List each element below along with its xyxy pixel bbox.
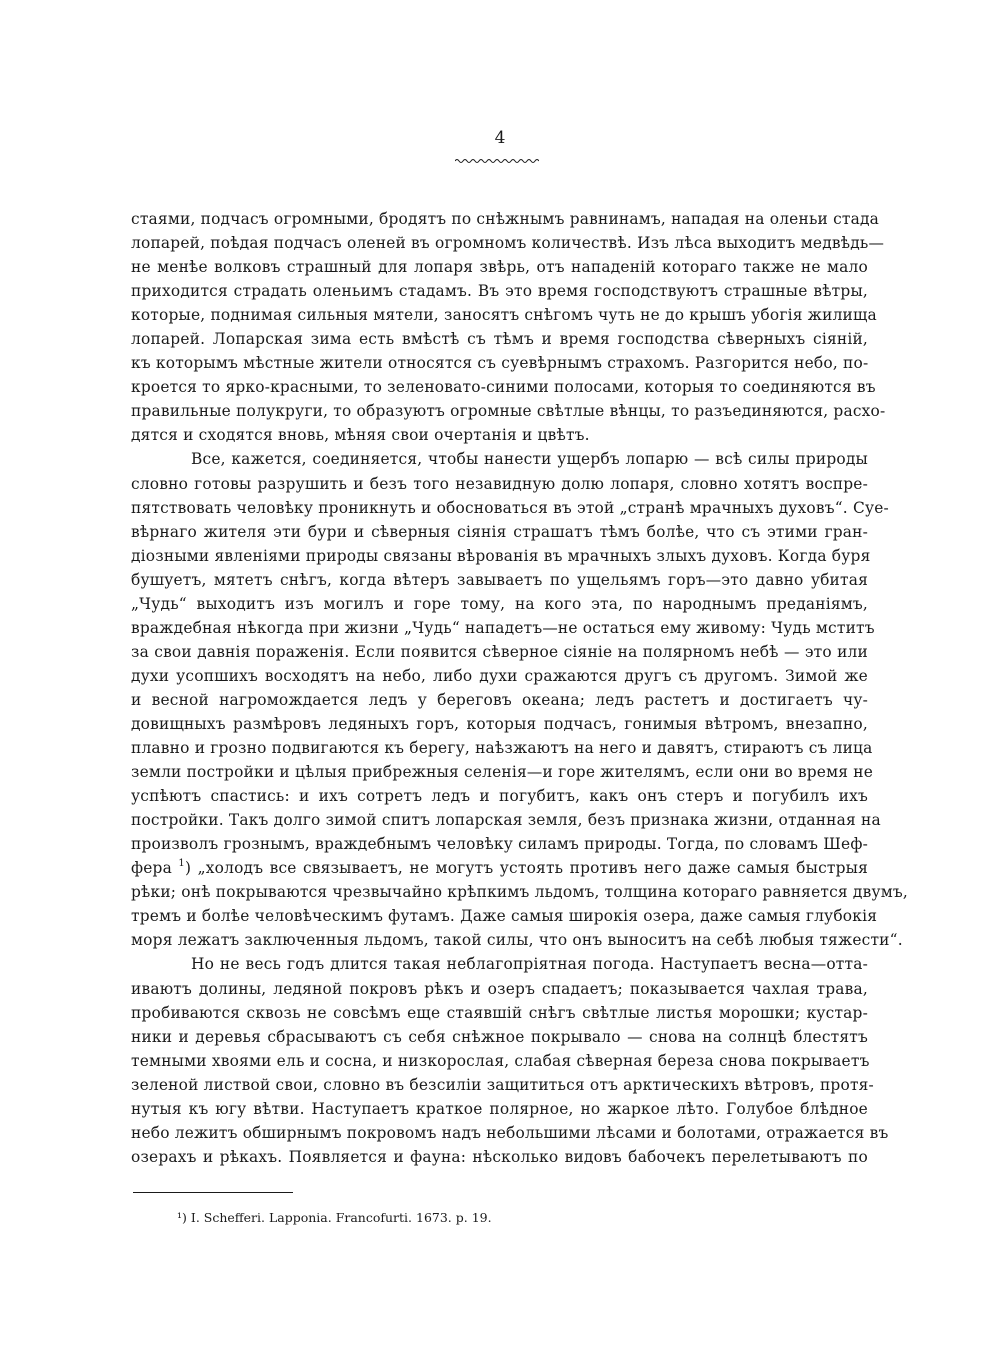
text-line: за свои давнія пораженія. Если появится сѣверное сіяніе на полярномъ небѣ — это или xyxy=(131,642,868,661)
footnote-reference-close: ) xyxy=(184,859,192,878)
text-line: къ которымъ мѣстные жители относятся съ суевѣрнымъ страхомъ. Разгорится небо, по- xyxy=(131,354,869,373)
footnote-text: I. Schefferi. Lapponia. Francofurti. 1673. p. 19. xyxy=(190,1210,492,1225)
text-line: постройки. Такъ долго зимой спитъ лопарская земля, безъ признака жизни, отданная на xyxy=(131,811,881,830)
text-line: вѣрнаго жителя эти бури и сѣверныя сіянія страшатъ тѣмъ болѣе, что съ этими гран- xyxy=(131,522,868,541)
footnote-marker: ¹) xyxy=(177,1210,187,1225)
footnote-line-prefix: фера xyxy=(131,859,172,878)
text-line: довищныхъ размѣровъ ледяныхъ горъ, которыя подчасъ, гонимыя вѣтромъ, внезапно, xyxy=(131,714,868,733)
text-line: не менѣе волковъ страшный для лопаря звѣрь, отъ нападеній котораго также не мало xyxy=(131,258,868,277)
text-line: моря лежатъ заключенныя льдомъ, такой силы, что онъ выноситъ на себѣ любыя тяжести“. xyxy=(131,931,903,950)
text-line: дятся и сходятся вновь, мѣняя свои очертанія и цвѣтъ. xyxy=(131,426,590,445)
text-line: зеленой листвой свои, словно въ безсиліи защититься отъ арктическихъ вѣтровъ, протя- xyxy=(131,1075,874,1094)
text-line: нутыя къ югу вѣтви. Наступаетъ краткое полярное, но жаркое лѣто. Голубое блѣдное xyxy=(131,1099,868,1118)
text-line: небо лежитъ обширнымъ покровомъ надъ небольшими лѣсами и болотами, отражается въ xyxy=(131,1123,889,1142)
text-line: которые, поднимая сильныя мятели, заносятъ снѣгомъ чуть не до крышъ убогія жилища xyxy=(131,306,877,325)
ornament-divider xyxy=(455,157,539,165)
text-line: діозными явленіями природы связаны вѣрованія въ мрачныхъ злыхъ духовъ. Когда буря xyxy=(131,546,871,565)
text-line: иваютъ долины, ледяной покровъ рѣкъ и озеръ спадаетъ; показывается чахлая трава, xyxy=(131,979,868,998)
text-line: приходится страдать оленьимъ стадамъ. Въ это время господствуютъ страшные вѣтры, xyxy=(131,282,868,301)
footnote-divider xyxy=(133,1192,293,1193)
text-line: пятствовать человѣку проникнуть и обосноваться въ этой „странѣ мрачныхъ духовъ“. Суе- xyxy=(131,498,889,517)
text-line: ники и деревья сбрасываютъ съ себя снѣжное покрывало — снова на солнцѣ блестятъ xyxy=(131,1027,868,1046)
text-line: и весной нагромождается ледъ у береговъ океана; ледъ растетъ и достигаетъ чу- xyxy=(131,690,868,709)
text-line: лопарей, поѣдая подчасъ оленей въ огромномъ количествѣ. Изъ лѣса выходитъ медвѣдь— xyxy=(131,234,885,253)
text-line: Все, кажется, соединяется, чтобы нанести ущербъ лопарю — всѣ силы природы xyxy=(191,450,868,469)
text-line: произволъ грознымъ, враждебнымъ человѣку силамъ природы. Тогда, по словамъ Шеф- xyxy=(131,835,868,854)
text-line-with-footnote-ref xyxy=(131,856,868,880)
text-line: лопарей. Лопарская зима есть вмѣстѣ съ тѣмъ и время господства сѣверныхъ сіяній, xyxy=(131,330,868,349)
text-line: духи усопшихъ восходятъ на небо, либо духи сражаются другъ съ другомъ. Зимой же xyxy=(131,666,868,685)
text-line: словно готовы разрушить и безъ того незавидную долю лопаря, словно хотятъ воспре- xyxy=(131,474,868,493)
text-line: „Чудь“ выходитъ изъ могилъ и горе тому, на кого эта, по народнымъ преданіямъ, xyxy=(131,594,868,613)
text-line: кроется то ярко-красными, то зеленовато-синими полосами, которыя то соединяются въ xyxy=(131,378,876,397)
text-line: пробиваются сквозь не совсѣмъ еще стаявшій снѣгъ свѣтлые листья морошки; кустар- xyxy=(131,1003,868,1022)
footnote-line-rest: „холодъ все связываетъ, не могутъ устоять противъ него даже самыя быстрыя xyxy=(197,859,869,878)
text-line: земли постройки и цѣлыя прибрежныя селенія—и горе жителямъ, если они во время не xyxy=(131,763,874,782)
footnote xyxy=(177,1210,492,1226)
footnote-reference[interactable]: 1 xyxy=(178,858,185,870)
text-line: темными хвоями ель и сосна, и низкорослая, слабая сѣверная береза снова покрываетъ xyxy=(131,1051,870,1070)
text-line: стаями, подчасъ огромными, бродятъ по снѣжнымъ равнинамъ, нападая на оленьи стада xyxy=(131,210,880,228)
text-line: Но не весь годъ длится такая неблагопріятная погода. Наступаетъ весна—отта- xyxy=(191,955,868,974)
body-text xyxy=(131,207,908,1169)
text-line: рѣки; онѣ покрываются чрезвычайно крѣпкимъ льдомъ, толщина котораго равняется двумъ, xyxy=(131,883,908,902)
page-number: 4 xyxy=(494,128,506,148)
text-line: озерахъ и рѣкахъ. Появляется и фауна: нѣсколько видовъ бабочекъ перелетываютъ по xyxy=(131,1147,868,1166)
text-line: плавно и грозно подвигаются къ берегу, наѣзжаютъ на него и давятъ, стираютъ съ лица xyxy=(131,739,873,758)
text-line: правильные полукруги, то образуютъ огромные свѣтлые вѣнцы, то разъединяются, расхо- xyxy=(131,402,886,421)
text-line: враждебная нѣкогда при жизни „Чудь“ нападетъ—не остаться ему живому: Чудь мститъ xyxy=(131,618,875,637)
text-line: тремъ и болѣе человѣческимъ футамъ. Даже самыя широкія озера, даже самыя глубокія xyxy=(131,907,878,926)
text-line: бушуетъ, мятетъ снѣгъ, когда вѣтеръ завываетъ по ущельямъ горъ—это давно убитая xyxy=(131,570,868,589)
text-line: успѣютъ спастись: и ихъ сотретъ ледъ и погубитъ, какъ онъ стеръ и погубилъ ихъ xyxy=(131,787,868,806)
